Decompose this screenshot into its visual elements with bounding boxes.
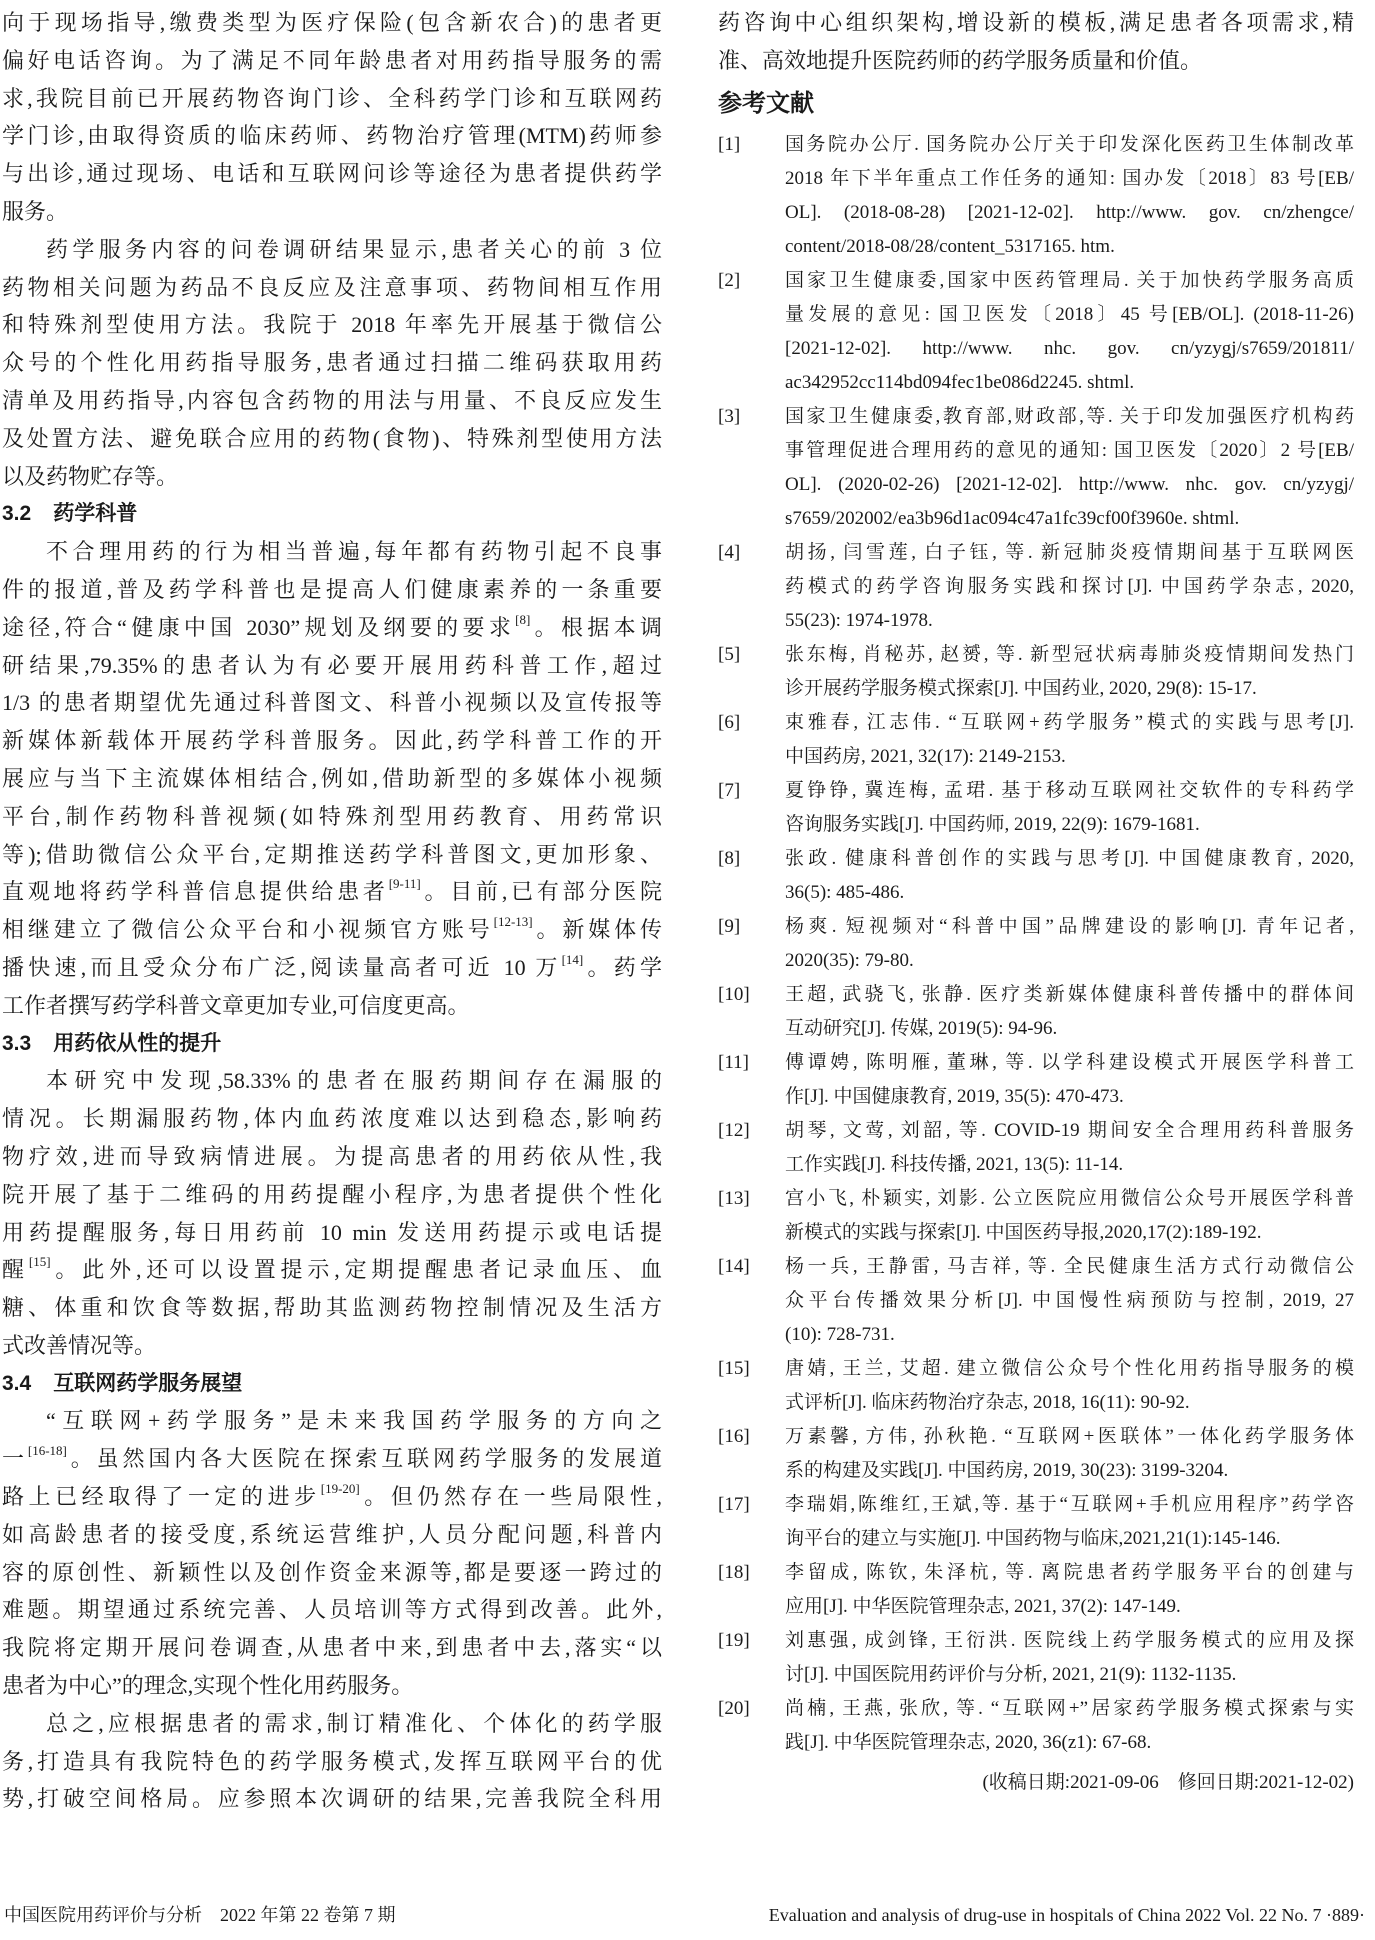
text-line: 2020(35): 79-80. bbox=[785, 949, 914, 971]
text-line: 药学服务内容的问卷调研结果显示,患者关心的前 3 位 bbox=[46, 236, 662, 262]
text-line: 工作实践[J]. 科技传播, 2021, 13(5): 11-14. bbox=[785, 1153, 1124, 1175]
text-segment: 醒 bbox=[2, 1257, 29, 1283]
reference-number: [1] bbox=[718, 133, 741, 155]
text-line: 胡扬, 闫雪莲, 白子钰, 等. 新冠肺炎疫情期间基于互联网医 bbox=[785, 541, 1354, 563]
reference-number: [15] bbox=[718, 1357, 750, 1379]
section-number: 3.3 bbox=[2, 1031, 32, 1055]
text-line: 众号的个性化用药指导服务,患者通过扫描二维码获取用药 bbox=[2, 350, 662, 376]
section-heading bbox=[2, 1365, 662, 1403]
text-line: 国家卫生健康委,国家中医药管理局. 关于加快药学服务高质 bbox=[785, 269, 1354, 291]
reference-number: [19] bbox=[718, 1629, 750, 1651]
reference-number: [2] bbox=[718, 269, 741, 291]
text-line: 杨一兵, 王静雷, 马吉祥, 等. 全民健康生活方式行动微信公 bbox=[785, 1255, 1354, 1277]
section-title: 药学科普 bbox=[53, 502, 138, 526]
text-segment: 。根据本调 bbox=[530, 614, 662, 640]
text-segment: 。但仍然存在一些局限性, bbox=[359, 1484, 662, 1510]
reference-number: [7] bbox=[718, 779, 741, 801]
reference-item bbox=[718, 638, 1354, 706]
reference-item bbox=[718, 910, 1354, 978]
paragraph bbox=[2, 4, 662, 231]
text-line: 讨[J]. 中国医院用药评价与分析, 2021, 21(9): 1132-1135. bbox=[785, 1663, 1237, 1685]
reference-item bbox=[718, 1182, 1354, 1250]
text-line: 向于现场指导,缴费类型为医疗保险(包含新农合)的患者更 bbox=[2, 10, 662, 35]
text-line: 应用[J]. 中华医院管理杂志, 2021, 37(2): 147-149. bbox=[785, 1595, 1181, 1617]
text-line: 清单及用药指导,内容包含药物的用法与用量、不良反应发生 bbox=[2, 387, 662, 413]
text-line: 药模式的药学咨询服务实践和探讨[J]. 中国药学杂志, 2020, bbox=[785, 575, 1354, 597]
text-line: 宫小飞, 朴颖实, 刘影. 公立医院应用微信公众号开展医学科普 bbox=[785, 1187, 1354, 1209]
section-heading bbox=[2, 495, 662, 533]
text-line: 国务院办公厅. 国务院办公厅关于印发深化医药卫生体制改革 bbox=[785, 133, 1354, 155]
text-line: content/2018-08/28/content_5317165. htm. bbox=[785, 235, 1115, 257]
reference-number: [4] bbox=[718, 541, 741, 563]
text-segment: 途径,符合“健康中国 2030”规划及纲要的要求 bbox=[2, 614, 516, 640]
text-line: 众平台传播效果分析[J]. 中国慢性病预防与控制, 2019, 27 bbox=[785, 1289, 1354, 1311]
reference-item bbox=[718, 774, 1354, 842]
text-line: ac342952cc114bd094fec1be086d2245. shtml. bbox=[785, 371, 1135, 393]
paragraph bbox=[2, 1402, 662, 1704]
text-line: 束雅春, 江志伟. “互联网+药学服务”模式的实践与思考[J]. bbox=[785, 711, 1354, 733]
text-segment: 一 bbox=[2, 1446, 28, 1472]
text-line: 及处置方法、避免联合应用的药物(食物)、特殊剂型使用方法 bbox=[2, 425, 662, 451]
text-line: 与出诊,通过现场、电话和互联网问诊等途径为患者提供药学 bbox=[2, 161, 662, 187]
text-line: 中国药房, 2021, 32(17): 2149-2153. bbox=[785, 745, 1066, 767]
reference-item bbox=[718, 1420, 1354, 1488]
text-line: 事管理促进合理用药的意见的通知: 国卫医发〔2020〕2 号[EB/ bbox=[785, 439, 1354, 461]
text-line: 诊开展药学服务模式探索[J]. 中国药业, 2020, 29(8): 15-17. bbox=[785, 677, 1257, 699]
text-line: 不合理用药的行为相当普遍,每年都有药物引起不良事 bbox=[46, 539, 662, 565]
text-line bbox=[2, 949, 662, 987]
text-line: 傅谭娉, 陈明雁, 董琳, 等. 以学科建设模式开展医学科普工 bbox=[785, 1051, 1354, 1073]
text-line: 李瑞娟,陈维红,王斌,等. 基于“互联网+手机应用程序”药学咨 bbox=[785, 1493, 1354, 1515]
section-number: 3.4 bbox=[2, 1371, 32, 1395]
paragraph bbox=[2, 1062, 662, 1364]
left-column bbox=[2, 4, 662, 1818]
text-line: 式改善情况等。 bbox=[2, 1332, 157, 1358]
text-line: 尚楠, 王燕, 张欣, 等. “互联网+”居家药学服务模式探索与实 bbox=[785, 1697, 1354, 1719]
reference-number: [3] bbox=[718, 405, 741, 427]
reference-item bbox=[718, 1046, 1354, 1114]
reference-number: [12] bbox=[718, 1119, 750, 1141]
text-line: 55(23): 1974-1978. bbox=[785, 609, 933, 631]
text-line: (10): 728-731. bbox=[785, 1323, 895, 1345]
text-line: 1/3 的患者期望优先通过科普图文、科普小视频以及宣传报等 bbox=[2, 690, 662, 716]
reference-item bbox=[718, 1488, 1354, 1556]
text-line: 咨询服务实践[J]. 中国药师, 2019, 22(9): 1679-1681. bbox=[785, 813, 1200, 835]
reference-number: [9] bbox=[718, 915, 741, 937]
reference-list bbox=[718, 128, 1354, 1760]
reference-number: [16] bbox=[718, 1425, 750, 1447]
text-line: 36(5): 485-486. bbox=[785, 881, 905, 903]
text-line: 张政. 健康科普创作的实践与思考[J]. 中国健康教育, 2020, bbox=[785, 847, 1354, 869]
text-line: 学门诊,由取得资质的临床药师、药物治疗管理(MTM)药师参 bbox=[2, 123, 662, 149]
text-line: 夏铮铮, 冀连梅, 孟珺. 基于移动互联网社交软件的专科药学 bbox=[785, 779, 1354, 801]
journal-name-en-page-number: Evaluation and analysis of drug-use in hospitals of China 2022 Vol. 22 No. 7 ·889· bbox=[768, 1905, 1365, 1925]
text-line: 互动研究[J]. 传媒, 2019(5): 94-96. bbox=[785, 1017, 1058, 1039]
text-line: 等);借助微信公众平台,定期推送药学科普图文,更加形象、 bbox=[2, 841, 662, 867]
text-line: 以及药物贮存等。 bbox=[2, 463, 179, 489]
reference-item bbox=[718, 264, 1354, 400]
reference-number: [17] bbox=[718, 1493, 750, 1515]
section-title: 用药依从性的提升 bbox=[53, 1031, 222, 1055]
citation-superscript: [12-13] bbox=[493, 914, 533, 930]
text-line bbox=[2, 1440, 662, 1478]
reference-item bbox=[718, 1692, 1354, 1760]
text-line bbox=[2, 873, 662, 911]
paragraph bbox=[2, 1705, 662, 1818]
reference-number: [14] bbox=[718, 1255, 750, 1277]
text-line: 杨爽. 短视频对“科普中国”品牌建设的影响[J]. 青年记者, bbox=[785, 915, 1354, 937]
text-line: 物疗效,进而导致病情进展。为提高患者的用药依从性,我 bbox=[2, 1143, 662, 1169]
text-segment: 路上已经取得了一定的进步 bbox=[2, 1484, 321, 1510]
text-line: 系的构建及实践[J]. 中国药房, 2019, 30(23): 3199-3204. bbox=[785, 1459, 1229, 1481]
text-line: 总之,应根据患者的需求,制订精准化、个体化的药学服 bbox=[46, 1710, 662, 1736]
text-line: 询平台的建立与实施[J]. 中国药物与临床,2021,21(1):145-146. bbox=[785, 1527, 1281, 1549]
text-segment: 。此外,还可以设置提示,定期提醒患者记录血压、血 bbox=[50, 1257, 662, 1283]
text-line: 2018 年下半年重点工作任务的通知: 国办发〔2018〕83 号[EB/ bbox=[785, 167, 1354, 189]
citation-superscript: [16-18] bbox=[27, 1443, 67, 1459]
reference-item bbox=[718, 1352, 1354, 1420]
text-segment: 直观地将药学科普信息提供给患者 bbox=[2, 879, 389, 905]
reference-item bbox=[718, 1250, 1354, 1352]
text-line: 胡琴, 文莺, 刘韶, 等. COVID-19 期间安全合理用药科普服务 bbox=[785, 1119, 1354, 1141]
reference-number: [6] bbox=[718, 711, 741, 733]
section-title: 互联网药学服务展望 bbox=[53, 1371, 243, 1395]
reference-number: [20] bbox=[718, 1697, 750, 1719]
text-segment: 播快速,而且受众分布广泛,阅读量高者可近 10 万 bbox=[2, 954, 562, 980]
text-line: 研结果,79.35%的患者认为有必要开展用药科普工作,超过 bbox=[2, 652, 662, 678]
text-line: 万素馨, 方伟, 孙秋艳. “互联网+医联体”一体化药学服务体 bbox=[785, 1425, 1354, 1447]
reference-item bbox=[718, 1624, 1354, 1692]
received-date: (收稿日期:2021-09-06 修回日期:2021-12-02) bbox=[982, 1771, 1354, 1793]
text-line: OL]. (2018-08-28) [2021-12-02]. http://www. gov. cn/zhengce/ bbox=[785, 201, 1354, 223]
text-line: 我院将定期开展问卷调查,从患者中来,到患者中去,落实“以 bbox=[2, 1635, 662, 1661]
citation-superscript: [14] bbox=[561, 951, 584, 967]
text-line: 工作者撰写药学科普文章更加专业,可信度更高。 bbox=[2, 992, 470, 1018]
text-line: 件的报道,普及药学科普也是提高人们健康素养的一条重要 bbox=[2, 576, 662, 602]
text-line: [2021-12-02]. http://www. nhc. gov. cn/yzygj/s7659/201811/ bbox=[785, 337, 1354, 359]
text-segment: 。新媒体传 bbox=[532, 917, 662, 943]
reference-number: [11] bbox=[718, 1051, 749, 1073]
paragraph bbox=[2, 231, 662, 496]
citation-superscript: [19-20] bbox=[320, 1481, 360, 1497]
text-line: 患者为中心”的理念,实现个性化用药服务。 bbox=[2, 1673, 414, 1699]
reference-number: [13] bbox=[718, 1187, 750, 1209]
text-line: 糖、体重和饮食等数据,帮助其监测药物控制情况及生活方 bbox=[2, 1295, 662, 1321]
text-line: 服务。 bbox=[2, 198, 69, 224]
text-segment: 。虽然国内各大医院在探索互联网药学服务的发展道 bbox=[66, 1446, 662, 1472]
text-line: 药咨询中心组织架构,增设新的模板,满足患者各项需求,精 bbox=[718, 10, 1354, 35]
reference-item bbox=[718, 536, 1354, 638]
text-line: 本研究中发现,58.33%的患者在服药期间存在漏服的 bbox=[46, 1068, 662, 1094]
text-line: 容的原创性、新颖性以及创作资金来源等,都是要逐一跨过的 bbox=[2, 1559, 662, 1585]
text-line bbox=[2, 1251, 662, 1289]
text-line: 如高龄患者的接受度,系统运营维护,人员分配问题,科普内 bbox=[2, 1521, 662, 1547]
text-line: “互联网+药学服务”是未来我国药学服务的方向之 bbox=[46, 1408, 662, 1434]
text-line: 难题。期望通过系统完善、人员培训等方式得到改善。此外, bbox=[2, 1597, 662, 1623]
continuation-paragraph bbox=[718, 4, 1354, 80]
text-line: 唐婧, 王兰, 艾超. 建立微信公众号个性化用药指导服务的模 bbox=[785, 1357, 1354, 1379]
text-line: 药物相关问题为药品不良反应及注意事项、药物间相互作用 bbox=[2, 274, 662, 300]
text-line: 用药提醒服务,每日用药前 10 min 发送用药提示或电话提 bbox=[2, 1219, 662, 1245]
text-line: 务,打造具有我院特色的药学服务模式,发挥互联网平台的优 bbox=[2, 1748, 662, 1774]
reference-item bbox=[718, 978, 1354, 1046]
reference-item bbox=[718, 842, 1354, 910]
text-line: 偏好电话咨询。为了满足不同年龄患者对用药指导服务的需 bbox=[2, 47, 662, 73]
text-line: 作[J]. 中国健康教育, 2019, 35(5): 470-473. bbox=[785, 1085, 1124, 1107]
reference-item bbox=[718, 128, 1354, 264]
text-line bbox=[2, 911, 662, 949]
paragraph bbox=[2, 533, 662, 1024]
text-line: 准、高效地提升医院药师的药学服务质量和价值。 bbox=[718, 47, 1203, 73]
text-line: 王超, 武骁飞, 张静. 医疗类新媒体健康科普传播中的群体间 bbox=[785, 983, 1354, 1005]
text-line: 和特殊剂型使用方法。我院于 2018 年率先开展基于微信公 bbox=[2, 312, 662, 338]
text-line bbox=[2, 1478, 662, 1516]
text-line: 践[J]. 中华医院管理杂志, 2020, 36(z1): 67-68. bbox=[785, 1731, 1152, 1753]
reference-number: [5] bbox=[718, 643, 741, 665]
references-heading: 参考文献 bbox=[718, 89, 814, 117]
text-line: 新媒体新载体开展药学科普服务。因此,药学科普工作的开 bbox=[2, 728, 662, 754]
section-number: 3.2 bbox=[2, 502, 32, 526]
reference-number: [10] bbox=[718, 983, 750, 1005]
right-column bbox=[718, 4, 1354, 1802]
reference-item bbox=[718, 706, 1354, 774]
reference-item bbox=[718, 1114, 1354, 1182]
text-line: 国家卫生健康委,教育部,财政部,等. 关于印发加强医疗机构药 bbox=[785, 405, 1354, 427]
text-segment: 。药学 bbox=[583, 954, 662, 980]
text-line: 求,我院目前已开展药物咨询门诊、全科药学门诊和互联网药 bbox=[2, 85, 662, 111]
citation-superscript: [15] bbox=[28, 1254, 51, 1270]
reference-number: [18] bbox=[718, 1561, 750, 1583]
text-line: 情况。长期漏服药物,体内血药浓度难以达到稳态,影响药 bbox=[2, 1106, 662, 1132]
text-line: 平台,制作药物科普视频(如特殊剂型用药教育、用药常识 bbox=[2, 803, 662, 829]
page-footer bbox=[0, 1898, 1375, 1932]
reference-item bbox=[718, 1556, 1354, 1624]
text-segment: 相继建立了微信公众平台和小视频官方账号 bbox=[2, 917, 494, 943]
journal-name-cn: 中国医院用药评价与分析 2022 年第 22 卷第 7 期 bbox=[4, 1905, 396, 1925]
text-line: 势,打破空间格局。应参照本次调研的结果,完善我院全科用 bbox=[2, 1786, 662, 1812]
text-line: OL]. (2020-02-26) [2021-12-02]. http://www. nhc. gov. cn/yzygj/ bbox=[785, 473, 1354, 495]
text-line: 量发展的意见: 国卫医发〔2018〕45 号[EB/OL]. (2018-11-26) bbox=[785, 303, 1354, 325]
text-line bbox=[2, 609, 662, 647]
text-line: 院开展了基于二维码的用药提醒小程序,为患者提供个性化 bbox=[2, 1181, 662, 1207]
reference-item bbox=[718, 400, 1354, 536]
text-line: s7659/202002/ea3b96d1ac094c47a1fc39cf00f3960e. shtml. bbox=[785, 507, 1240, 529]
reference-number: [8] bbox=[718, 847, 741, 869]
text-line: 张东梅, 肖秘苏, 赵赟, 等. 新型冠状病毒肺炎疫情期间发热门 bbox=[785, 643, 1354, 665]
citation-superscript: [8] bbox=[515, 611, 531, 627]
text-line: 李留成, 陈钦, 朱泽杭, 等. 离院患者药学服务平台的创建与 bbox=[785, 1561, 1354, 1583]
section-heading bbox=[2, 1025, 662, 1063]
text-line: 式评析[J]. 临床药物治疗杂志, 2018, 16(11): 90-92. bbox=[785, 1391, 1190, 1413]
citation-superscript: [9-11] bbox=[388, 876, 421, 892]
text-segment: 。目前,已有部分医院 bbox=[420, 879, 662, 905]
text-line: 展应与当下主流媒体相结合,例如,借助新型的多媒体小视频 bbox=[2, 765, 662, 791]
text-line: 刘惠强, 成剑锋, 王衍洪. 医院线上药学服务模式的应用及探 bbox=[785, 1629, 1354, 1651]
text-line: 新模式的实践与探索[J]. 中国医药导报,2020,17(2):189-192. bbox=[785, 1221, 1262, 1243]
